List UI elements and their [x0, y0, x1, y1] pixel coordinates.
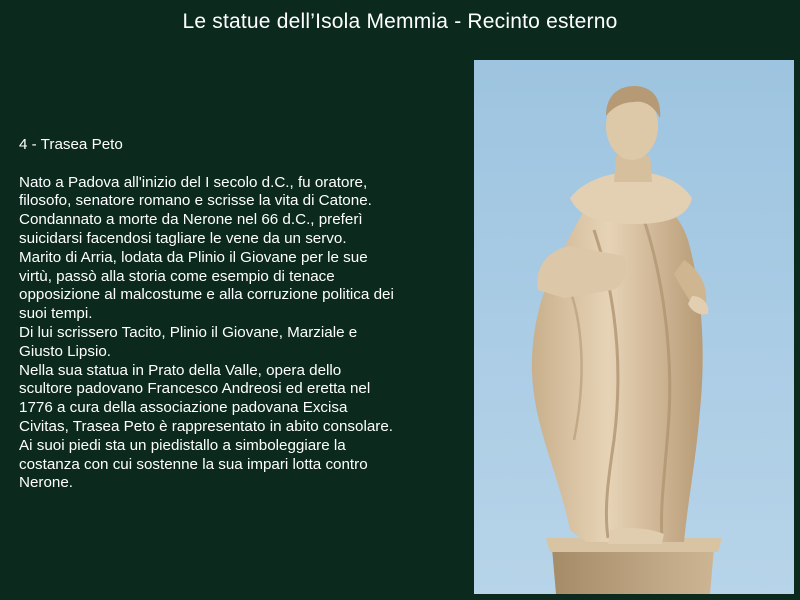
description-line: Civitas, Trasea Peto è rappresentato in abito consolare. [19, 417, 393, 435]
description-line: Nato a Padova all'inizio del I secolo d.C., fu oratore, [19, 173, 368, 191]
statue-subtitle: 4 - Trasea Peto [19, 136, 123, 153]
description-line: costanza con cui sostenne la sua impari lotta contro [19, 455, 368, 473]
description-line: filosofo, senatore romano e scrisse la vita di Catone. [19, 192, 372, 210]
description-line: Marito di Arria, lodata da Plinio il Giovane per le sue [19, 248, 368, 266]
description-line: virtù, passò alla storia come esempio di tenace [19, 267, 335, 285]
description-line: suicidarsi facendosi tagliare le vene da un servo. [19, 229, 347, 247]
description-line: opposizione al malcostume e alla corruzione politica dei [19, 286, 394, 304]
description-line: suoi tempi. [19, 305, 93, 323]
statue-photo [474, 60, 794, 594]
description-line: Giusto Lipsio. [19, 342, 112, 360]
description-line: Nella sua statua in Prato della Valle, opera dello [19, 361, 342, 379]
description-line: Nerone. [19, 474, 74, 492]
description-line: Condannato a morte da Nerone nel 66 d.C., preferì [19, 211, 363, 229]
spacer [19, 155, 459, 174]
description-line: Ai suoi piedi sta un piedistallo a simboleggiare la [19, 436, 346, 454]
statue-illustration [474, 60, 794, 594]
slide-title: Le statue dell’Isola Memmia - Recinto esterno [182, 10, 618, 33]
pedestal [552, 548, 714, 594]
description-line: Di lui scrissero Tacito, Plinio il Giovane, Marziale e [19, 323, 358, 341]
description-line: 1776 a cura della associazione padovana Excisa [19, 399, 348, 417]
description-block [19, 136, 459, 493]
description-line: scultore padovano Francesco Andreosi ed eretta nel [19, 380, 371, 398]
